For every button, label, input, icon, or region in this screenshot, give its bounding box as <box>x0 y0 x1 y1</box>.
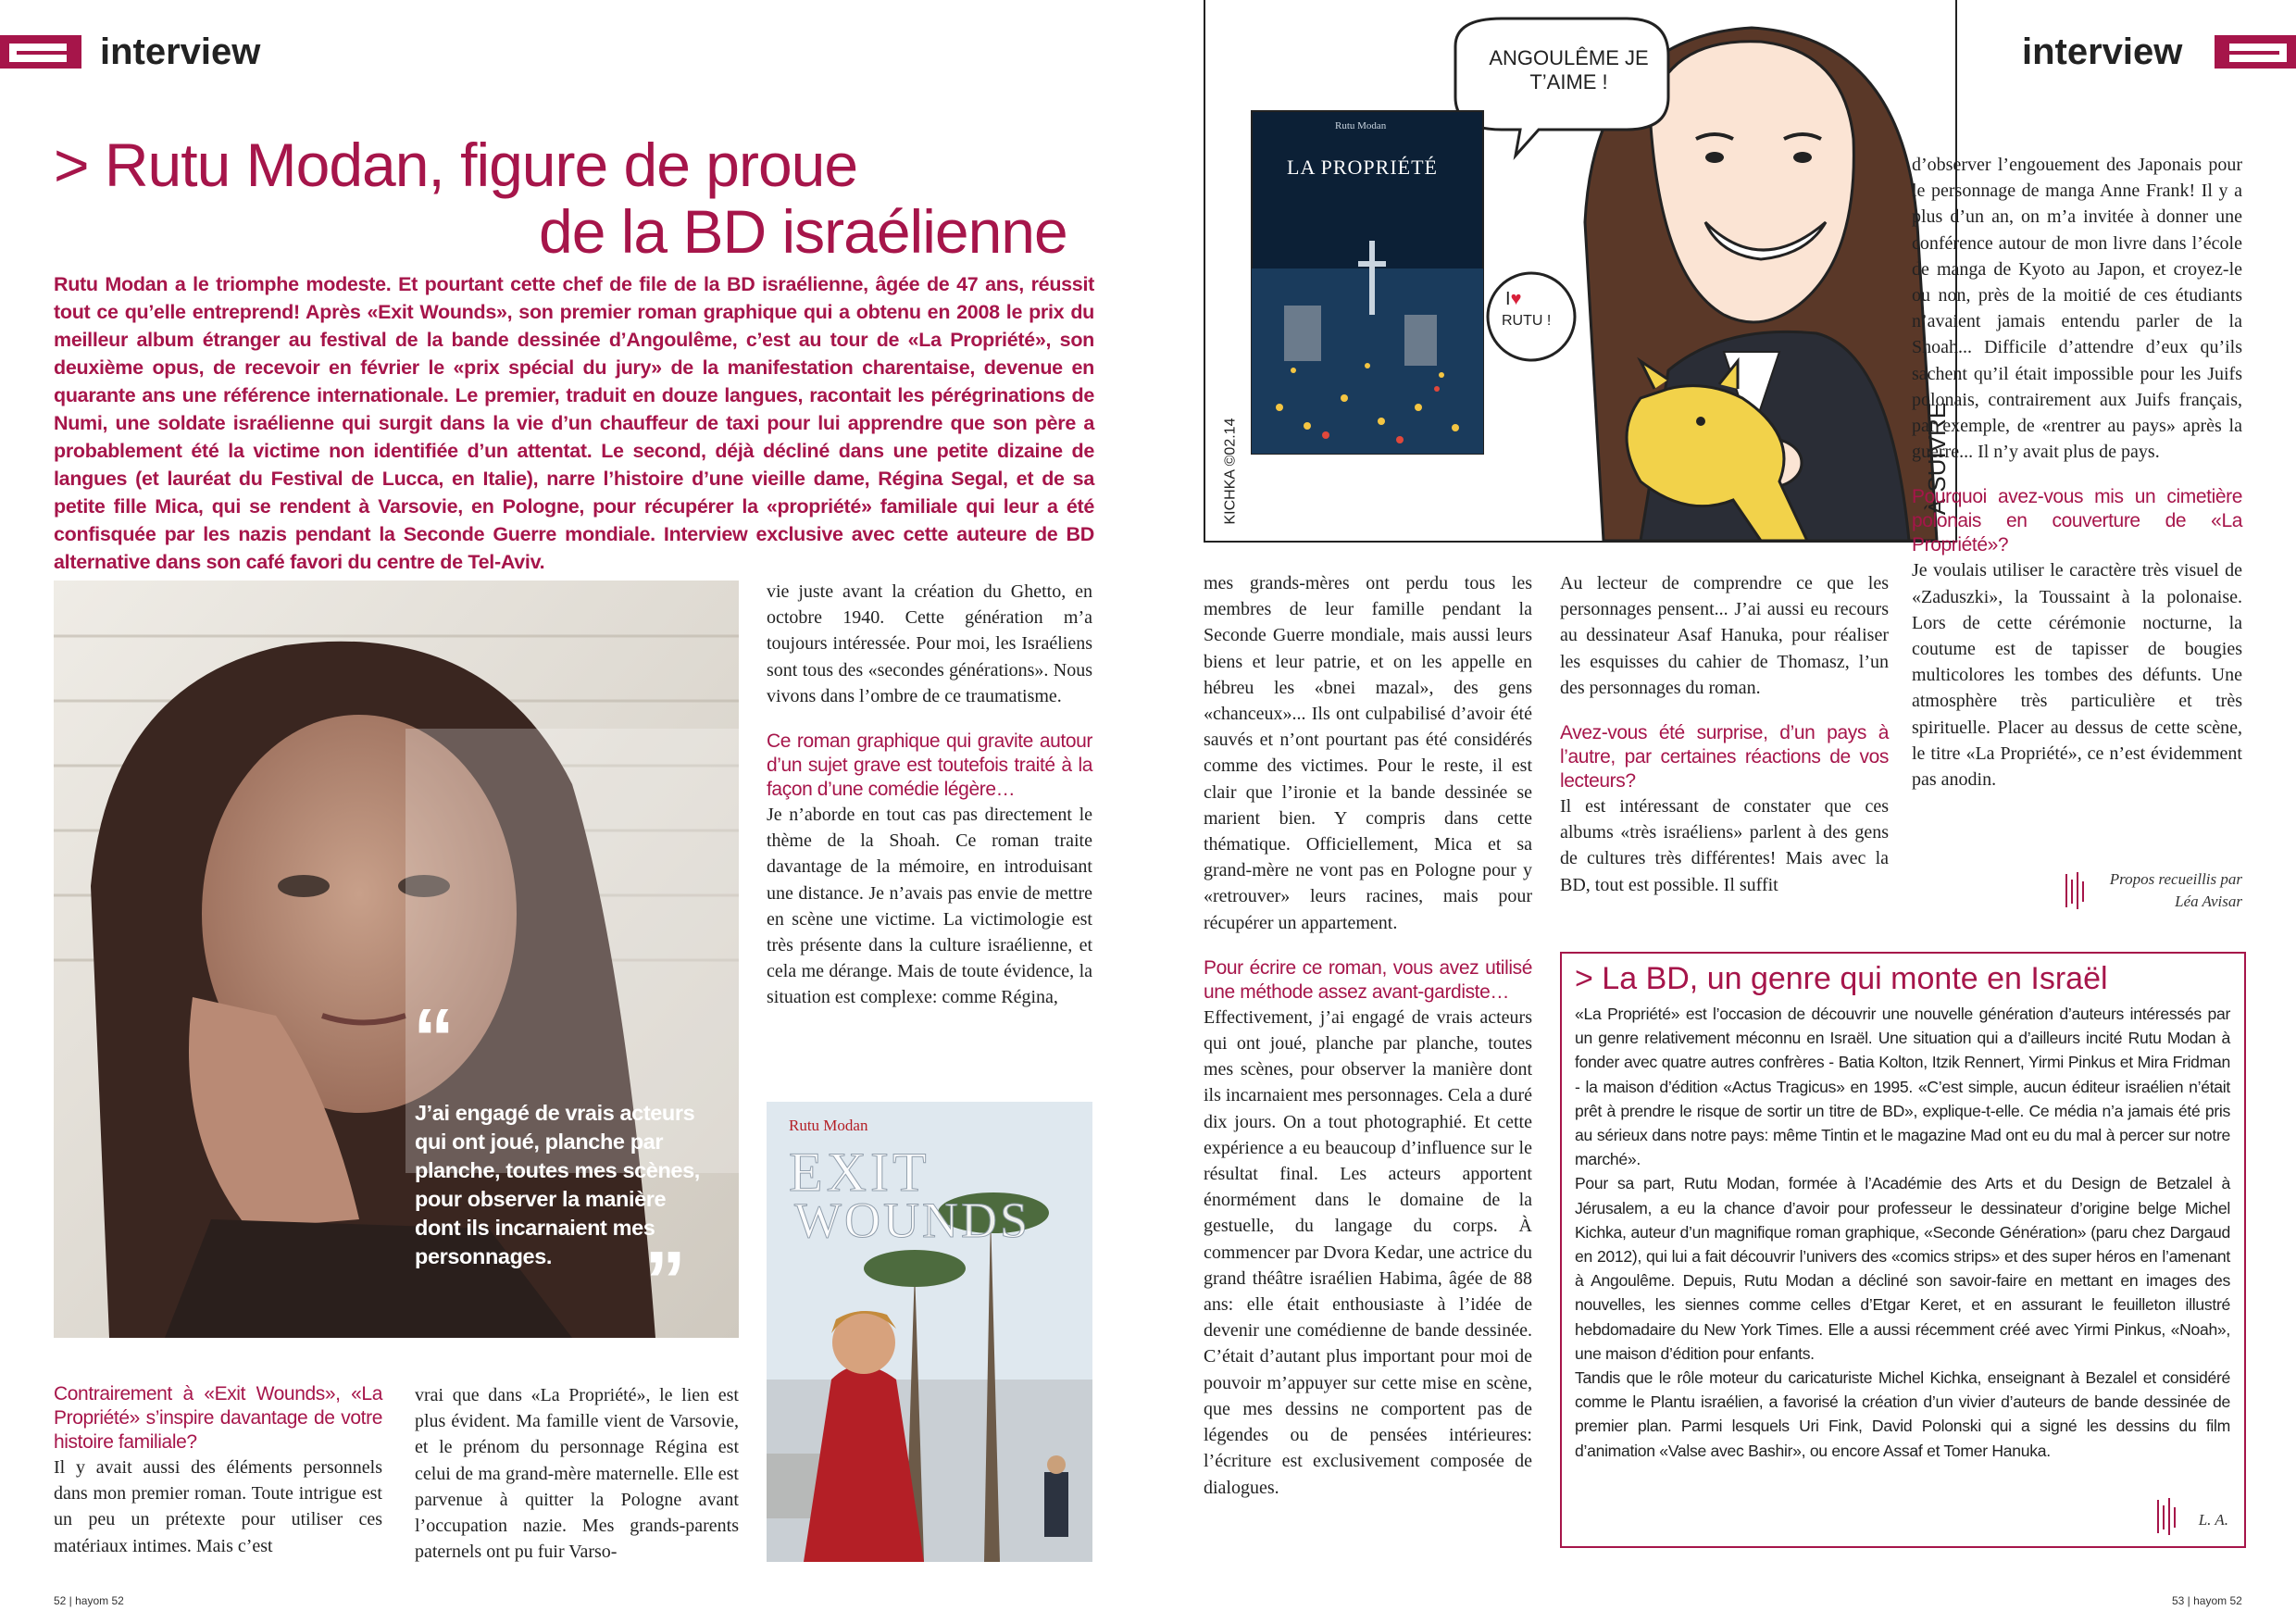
cartoon-a-suivre: À SUIVRE <box>1923 402 1952 516</box>
article-title-line2: de la BD israélienne <box>539 197 1067 266</box>
column-4 <box>1204 570 1532 1501</box>
question-1: Contrairement à «Exit Wounds», «La Propriété» s’inspire davantage de votre histoire familiale? <box>54 1383 382 1453</box>
answer-1: Il y avait aussi des éléments personnels dans mon premier roman. Toute intrigue est un peu un prétexte pour utiliser ces matériaux intimes. Mais c’est <box>54 1457 382 1556</box>
byline-name: Léa Avisar <box>2175 893 2242 910</box>
answer-2-continued: mes grands-mères ont perdu tous les membres de leur famille pendant la Seconde Guerre mondiale, mais aussi leurs biens et leur patrie, et on les appelle en hébreu les «bnei mazal», des gens «chanceux»... Ils ont culpabilisé d’avoir été sauvés et n’ont pourtant pas été considérés comme des victimes. Pour le reste, il est clair que l’ironie et la bande dessinée se marient bien. Y compris dans cette thématique. Officiellement, Mica et sa grand-mère ne vont pas en Pologne pour y «retrouver» leurs racines, mais pour récupérer un appartement. <box>1204 573 1532 933</box>
exit-wounds-cover <box>767 1102 1092 1562</box>
column-5 <box>1560 570 1889 898</box>
cartoon-book-author: Rutu Modan <box>1335 120 1387 131</box>
cartoon-signature: KICHKA ©02.14 <box>1222 418 1239 525</box>
answer-1-continued: vrai que dans «La Propriété», le lien est plus évident. Ma famille vient de Varsovie, et le prénom du personnage Régina est celui de ma grand-mère maternelle. Elle est parvenue à quitter la Pologne avant l’occupation nazie. Mes grands-parents paternels ont pu fuir Varso- <box>415 1385 739 1563</box>
header-tab-right <box>2215 35 2296 72</box>
exit-wounds-author: Rutu Modan <box>789 1117 868 1134</box>
column-2 <box>415 1382 739 1565</box>
sidebar-text <box>1575 1002 2230 1463</box>
pull-quote: J’ai engagé de vrais acteurs qui ont joué, planche par planche, toutes mes scènes, pour observer la manière dont ils incarnaient mes personnages. <box>415 1101 700 1268</box>
column-6 <box>1912 152 2242 793</box>
answer-3: Effectivement, j’ai engagé de vrais acteurs qui ont joué, planche par planche, toutes mes scènes, pour observer la manière dont ils incarnaient mes personnages. Cela a duré dix jours. On a tout photographié. Et cette expérience a eu beaucoup d’influence sur le résultat final. Les acteurs apportent énormément dans le domaine de la gestuelle, du langage du corps. À commencer par Dvora Kedar, une actrice du grand théâtre israélien Habima, âgée de 88 ans: elle était enthousiaste à l’idée de devenir une comédienne de bande dessinée. C’était d’autant plus important pour moi de pouvoir m’appuyer sur cette mise en scène, que mes dessins ne comportent pas de légendes ou de pensées intérieures: l’écriture est exclusivement composée de dialogues. <box>1204 1006 1532 1498</box>
answer-2: Je n’aborde en tout cas pas directement le thème de la Shoah. Ce roman traite davantage de la mémoire, en introduisant une distance. Je n’avais pas envie de mettre en scène une victime. La victimologie est très présente dans la culture israélienne, et cela me dérange. Mais de toute évidence, la situation est complexe: comme Régina, <box>767 805 1092 1008</box>
pull-quote-close-mark: ” <box>644 1235 686 1328</box>
folio-left: 52 | hayom 52 <box>54 1594 124 1607</box>
question-3: Pour écrire ce roman, vous avez utilisé une méthode assez avant-gardiste… <box>1204 956 1532 1003</box>
sidebar-title: > La BD, un genre qui monte en Israël <box>1575 961 2108 996</box>
lead-paragraph: Rutu Modan a le triomphe modeste. Et pourtant cette chef de file de la BD israélienne, âgée de 47 ans, réussit tout ce qu’elle entreprend! Après «Exit Wounds», son premier roman graphique qui a obtenu en 2008 le prix du meilleur album étranger au festival de la bande dessinée d’Angoulême, c’est au tour de «La Propriété», son deuxième opus, de recevoir en février le «prix spécial du jury» de la manifestation charentaise, devenue en quarante ans une référence internationale. Le premier, traduit en douze langues, racontait les pérégrinations de Numi, une soldate israélienne qui surgit dans la vie d’un chauffeur de taxi pour lui apprendre que son père a probablement été la victime non identifiée d’un attentat. Le second, déjà décliné dans une petite dizaine de langues (et lauréat du Festival de Lucca, en Italie), narre l’histoire d’une vieille dame, Régina Segal, et de sa petite fille Mica, qui se rendent à Varsovie, en Pologne, pour récupérer la «propriété» familiale qui leur a été confisquée par les nazis pendant la Seconde Guerre mondiale. Interview exclusive avec cette auteure de BD alternative dans son café favori du centre de Tel-Aviv. <box>54 273 1094 573</box>
cartoon-badge-i: I♥ <box>1505 289 1522 309</box>
sidebar-paragraph-1: «La Propriété» est l’occasion de découvrir une nouvelle génération d’auteurs intéressés par un genre relativement méconnu en Israël. Une situation qui a d’ailleurs incité Rutu Modan à fonder avec quatre autres confrères - Batia Kolton, Itzik Rennert, Yirmi Pinkus et Mira Fridman - la maison d’édition «Actus Tragicus» en 1995. «C’est simple, aucun éditeur israélien n’était prêt à prendre le risque de sortir un titre de BD», explique-t-elle. Ce média n’a jamais été pris au sérieux dans notre pays: même Tintin et le magazine Mad ont eu du mal à percer sur notre marché». <box>1575 1005 2230 1169</box>
folio-right: 53 | hayom 52 <box>2172 1594 2242 1607</box>
kichka-cartoon <box>1204 0 1957 543</box>
cartoon-badge-name: RUTU ! <box>1502 313 1552 329</box>
sidebar-signature: L. A. <box>2198 1511 2228 1529</box>
author-portrait-photo <box>54 581 739 1338</box>
sidebar-paragraph-2: Pour sa part, Rutu Modan, formée à l’Académie des Arts et du Design de Betzalel à Jérusalem, a eu la chance d’avoir pour professeur le dessinateur d’origine belge Michel Kichka, auteur d’un magnifique roman graphique, «Seconde Génération» (paru chez Dargaud en 2012), qui lui a fait découvrir l’univers des «comics strips» et des super héros en l’amenant à Angoulême. Depuis, Rutu Modan a décliné son savoir-faire en mettant en images des nouvelles, les siennes comme celles d’Etgar Keret, et en assurant le feuilleton illustré hebdomadaire du New York Times. Elle a aussi récemment créé avec Yirmi Pinkus, «Noah», une maison d’édition pour enfants. <box>1575 1174 2230 1363</box>
column-1 <box>54 1382 382 1559</box>
cartoon-speech-bubble: ANGOULÊME JE T’AIME ! <box>1489 46 1649 94</box>
section-label-right: interview <box>2022 31 2183 72</box>
answer-4-continued: d’observer l’engouement des Japonais pour le personnage de manga Anne Frank! Il y a plus d’un an, on m’a invitée à donner une conférence autour de mon livre dans l’école de manga de Kyoto au Japon, et croyez-le ou non, près de la moitié de ces étudiants n’avaient jamais entendu parler de la Shoah... Difficile d’attendre d’eux qu’ils sachent qu’il était impossible pour les Juifs polonais, contrairement aux Juifs français, par exemple, de «rentrer au pays» après la guerre... Il n’y avait plus de pays. <box>1912 155 2242 463</box>
exit-wounds-title-2: WOUNDS <box>794 1192 1030 1248</box>
heart-icon: ♥ <box>1510 289 1522 309</box>
answer-3-continued: Au lecteur de comprendre ce que les personnages pensent... J’ai aussi eu recours au dessinateur Asaf Hanuka, pour réaliser les esquisses du cahier de Thomasz, l’un des personnages du roman. <box>1560 573 1889 698</box>
sidebar-paragraph-3: Tandis que le rôle moteur du caricaturiste Michel Kichka, enseignant à Bezalel et considéré comme le Plantu israélien, a favorisé la création d’un vivier d’auteurs de bande dessinée de premier plan. Parmi lesquels Uri Fink, David Polonski qui a signé les dessins du film d’animation «Valse avec Bashir», ou encore Assaf et Tomer Hanuka. <box>1575 1368 2230 1460</box>
answer-1-end: vie juste avant la création du Ghetto, en octobre 1940. Cette génération m’a toujours intéressée. Pour moi, les Israéliens sont tous des «secondes générations». Nous vivons dans l’ombre de ce traumatisme. <box>767 581 1092 706</box>
article-title-line1: > Rutu Modan, figure de proue <box>54 131 858 199</box>
answer-5: Je voulais utiliser le caractère très visuel de «Zaduszki», la Toussaint à la polonaise. Lors de cette cérémonie nocturne, la coutume est de tapisser de bougies multicolores les tombes des défunts. Une atmosphère très particulière et très spirituelle. Placer au dessus de cette scène, le titre «La Propriété», ce n’est évidemment pas anodin. <box>1912 560 2242 791</box>
pull-quote-open-mark: “ <box>413 993 455 1085</box>
sidebar-box <box>1560 952 2246 1548</box>
section-label-left: interview <box>100 31 261 72</box>
exit-wounds-title-1: EXIT <box>789 1142 930 1203</box>
header-tab-left <box>0 35 85 72</box>
byline-credit: Propos recueillis par <box>2109 870 2242 888</box>
question-4: Avez-vous été surprise, d’un pays à l’autre, par certaines réactions de vos lecteurs? <box>1560 722 1889 793</box>
answer-4: Il est intéressant de constater que ces albums «très israéliens» parlent à des gens de cultures très différentes! Mais avec la BD, tout est possible. Il suffit <box>1560 796 1889 895</box>
question-5: Pourquoi avez-vous mis un cimetière polonais en couverture de «La Propriété»? <box>1912 486 2242 556</box>
column-3 <box>767 579 1092 1011</box>
cartoon-book-title: LA PROPRIÉTÉ <box>1287 156 1438 179</box>
question-2: Ce roman graphique qui gravite autour d’un sujet grave est toutefois traité à la façon d’une comédie légère… <box>767 730 1092 801</box>
